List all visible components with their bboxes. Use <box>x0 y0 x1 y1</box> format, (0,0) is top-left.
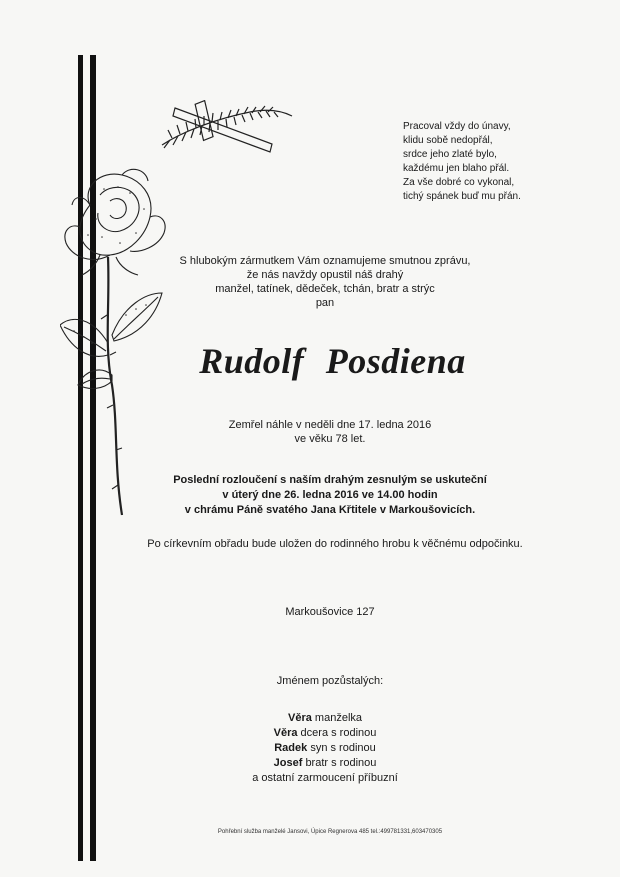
intro-line: S hlubokým zármutkem Vám oznamujeme smutnou zprávu, <box>179 255 471 267</box>
intro-line: manžel, tatínek, dědeček, tchán, bratr a strýc <box>215 283 435 295</box>
mourner-relation: syn s rodinou <box>310 742 376 754</box>
mourner-relation: dcera s rodinou <box>300 727 377 739</box>
mourner-item <box>200 756 450 771</box>
mourners-heading: Jménem pozůstalých: <box>276 675 384 687</box>
death-info <box>180 418 480 446</box>
mourner-name: Radek <box>274 742 308 754</box>
mourner-item <box>200 771 450 786</box>
poem-line: tichý spánek buď mu přán. <box>403 191 521 202</box>
poem-line: srdce jeho zlaté bylo, <box>403 149 497 160</box>
mourner-name: Věra <box>273 727 298 739</box>
mourner-name: Josef <box>273 757 303 769</box>
death-info-line: Zemřel náhle v neděli dne 17. ledna 2016 <box>228 419 432 431</box>
family-address: Markoušovice 127 <box>285 606 375 618</box>
announcement-intro <box>150 254 500 310</box>
funeral-service-footer: Pohřební služba manželé Jansovi, Úpice Regnerova 485 tel.:499781331,603470305 <box>217 829 443 835</box>
poem-line: každému jen blaho přál. <box>403 163 510 174</box>
mourner-name: Věra <box>288 712 312 724</box>
poem-line: klidu sobě nedopřál, <box>403 135 493 146</box>
mourner-relation: a ostatní zarmoucení příbuzní <box>252 772 398 784</box>
intro-line: pan <box>315 297 335 309</box>
burial-note: Po církevním obřadu bude uložen do rodinného hrobu k věčnému odpočinku. <box>147 538 523 550</box>
mourner-item <box>200 741 450 756</box>
intro-line: že nás navždy opustil náš drahý <box>246 269 404 281</box>
farewell-line: v úterý dne 26. ledna 2016 ve 14.00 hodin <box>222 489 438 501</box>
mourner-relation: bratr s rodinou <box>305 757 377 769</box>
mourner-item <box>200 711 450 726</box>
farewell-line: Poslední rozloučení s naším drahým zesnulým se uskuteční <box>173 474 487 486</box>
memorial-poem <box>403 120 583 204</box>
mourners-list <box>200 711 450 786</box>
cross-with-palm-icon <box>160 100 300 162</box>
death-info-line: ve věku 78 let. <box>294 433 366 445</box>
deceased-name: Rudolf Posdiena <box>199 341 466 381</box>
poem-line: Za vše dobré co vykonal, <box>403 177 515 188</box>
poem-line: Pracoval vždy do únavy, <box>403 121 511 132</box>
mourner-item <box>200 726 450 741</box>
farewell-line: v chrámu Páně svatého Jana Křtitele v Markoušovicích. <box>184 504 476 516</box>
mourner-relation: manželka <box>314 712 362 724</box>
farewell-ceremony <box>140 473 520 518</box>
